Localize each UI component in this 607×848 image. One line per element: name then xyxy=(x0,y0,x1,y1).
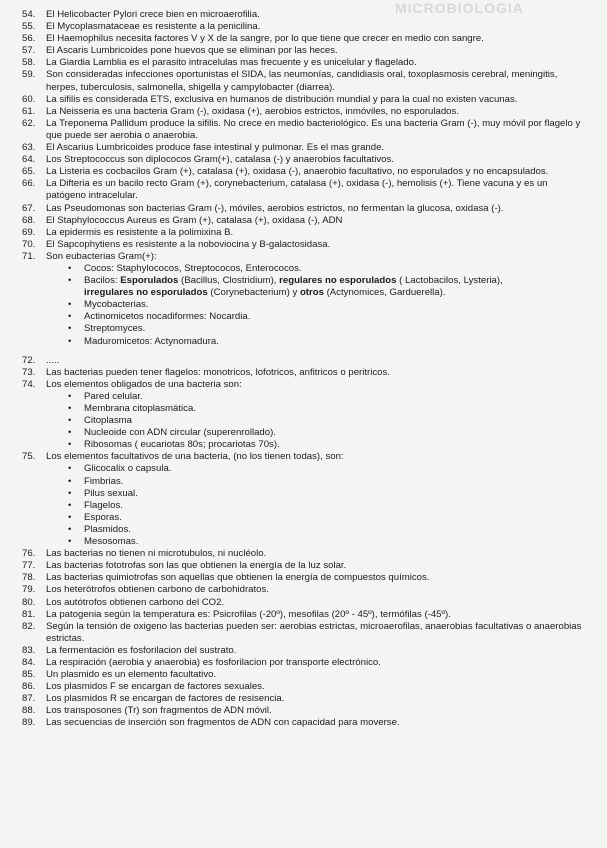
list-item: 56. El Haemophilus necesita factores V y X de la sangre, por lo que tiene que crecer en medio con sangre. xyxy=(22,33,484,45)
list-item: 60. La sifilis es considerada ETS, exclusiva en humanos de distribución mundial y para la cual no existen vacunas. xyxy=(22,93,518,105)
list-item: 59. Son consideradas infecciones oportunistas el SIDA, las neumonías, candidiasis oral, toxoplasmosis cerebral, meningitis, herpes, tuberculosis, salmonella, shigella y campylobacter (diarrea). xyxy=(22,69,558,93)
list-item: 82. Según la tensión de oxigeno las bacterias pueden ser: aerobias estrictas, microaerofilas, anaerobias facultativas o anaerobias estrictas. xyxy=(22,620,582,644)
sub-list xyxy=(22,391,596,451)
sub-item: • Bacilos: Esporulados (Bacillus, Clostridium), regulares no esporulados ( Lactobacilos, Lysteria), irregulares no esporulados (Corynebacterium) y otros (Actynomices, Garduerella). xyxy=(56,275,596,299)
list-item: 79. Los heterótrofos obtienen carbono de carbohidratos. xyxy=(22,584,269,596)
list-item: 66. La Difteria es un bacilo recto Gram (+), corynebacterium, catalasa (+), oxidasa (-), hemolisis (+). Tiene vacuna y es un patógeno intracelular. xyxy=(22,178,548,202)
list-item: 76. Las bacterias no tienen ni microtubulos, ni nucléolo. xyxy=(22,548,267,560)
sub-item: • Ribosomas ( eucariotas 80s; procariotas 70s). xyxy=(56,439,596,451)
list-item: 84. La respiración (aerobia y anaerobia) es fosforilacion por transporte electrónico. xyxy=(22,656,381,668)
sub-item: • Glicocalix o capsula. xyxy=(56,463,596,475)
sub-item: • Actinomicetos nocadiformes: Nocardia. xyxy=(56,311,596,323)
list-item: 72. ..... xyxy=(22,354,60,366)
list-item: 73. Las bacterias pueden tener flagelos: monotricos, lofotricos, anfitricos o peritricos. xyxy=(22,366,390,378)
sub-item: • Esporas. xyxy=(56,512,596,524)
sub-item: • Pared celular. xyxy=(56,391,596,403)
list-item: 58. La Giardia Lamblia es el parasito intracelulas mas frecuente y es unicelular y flagelado. xyxy=(22,57,417,69)
sub-item: • Mycobacterias. xyxy=(56,299,596,311)
sub-item: • Citoplasma xyxy=(56,415,596,427)
list-item: 68. El Staphylococcus Aureus es Gram (+), catalasa (+), oxidasa (-), ADN xyxy=(22,214,343,226)
list-item: 55. El Mycoplasmataceae es resistente a la penicilina. xyxy=(22,21,261,33)
list-item: 69. La epidermis es resistente a la polimixina B. xyxy=(22,226,234,238)
sub-item: • Fimbrias. xyxy=(56,476,596,488)
list-item: 65. La Listeria es cocbacilos Gram (+), catalasa (+), oxidasa (-), anaerobio facultativo, no esporulados y no encapsulados. xyxy=(22,166,549,178)
sub-item: • Cocos: Staphylococos, Streptococos, Enterococos. xyxy=(56,263,596,275)
list-item: 70. El Sapcophytiens es resistente a la noboviocina y B-galactosidasa. xyxy=(22,238,331,250)
list-item: 80. Los autótrofos obtienen carbono del CO2. xyxy=(22,596,225,608)
list-item: 83. La fermentación es fosforilacion del sustrato. xyxy=(22,644,237,656)
numbered-notes-list xyxy=(22,9,596,730)
list-item: 85. Un plasmido es un elemento facultativo. xyxy=(22,669,217,681)
sub-item: • Streptomyces. xyxy=(56,323,596,335)
sub-item: • Flagelos. xyxy=(56,500,596,512)
sub-list xyxy=(22,463,596,548)
sub-list xyxy=(22,263,596,348)
list-item: 77. Las bacterias fototrofas son las que obtienen la energía de la luz solar. xyxy=(22,560,347,572)
list-item: 63. El Ascarius Lumbricoides produce fase intestinal y pulmonar. Es el mas grande. xyxy=(22,142,385,154)
list-item: 81. La patogenia según la temperatura es: Psicrofilas (-20º), mesofilas (20º - 45º), termófilas (-45º). xyxy=(22,608,451,620)
list-item: 74. Los elementos obligados de una bacteria son: xyxy=(22,378,242,390)
sub-item: • Plasmidos. xyxy=(56,524,596,536)
sub-item: • Membrana citoplasmática. xyxy=(56,403,596,415)
list-item: 62. La Treponema Pallidum produce la sifilis. No crece en medio bacteriológico. Es una bacteria Gram (-), muy móvil por flagelo y que puede ser aerobia o anaerobia. xyxy=(22,117,581,141)
list-item: 64. Los Streptococcus son diplococos Gram(+), catalasa (-) y anaerobios facultativos. xyxy=(22,154,394,166)
list-item: 89. Las secuencias de inserción son fragmentos de ADN con capacidad para moverse. xyxy=(22,717,400,729)
sub-item: • Mesosomas. xyxy=(56,536,596,548)
list-item: 87. Los plasmidos R se encargan de factores de resisencia. xyxy=(22,693,285,705)
list-item: 86. Los plasmidos F se encargan de factores sexuales. xyxy=(22,681,265,693)
list-item: 88. Los transposones (Tr) son fragmentos de ADN móvil. xyxy=(22,705,272,717)
bleed-through-heading: MICROBIOLOGIA xyxy=(395,0,524,16)
sub-item: • Maduromicetos: Actynomadura. xyxy=(56,336,596,348)
list-item: 57. El Ascaris Lumbricoides pone huevos que se eliminan por las heces. xyxy=(22,45,338,57)
list-item: 67. Las Pseudomonas son bacterias Gram (-), móviles, aerobios estrictos, no fermentan la glucosa, oxidasa (-). xyxy=(22,202,504,214)
list-item: 78. Las bacterias quimiotrofas son aquellas que obtienen la energía de compuestos químicos. xyxy=(22,572,430,584)
list-item: 71. Son eubacterias Gram(+): xyxy=(22,250,157,262)
list-item: 61. La Neisseria es una bacteria Gram (-), oxidasa (+), aerobios estrictos, inmóviles, no esporulados. xyxy=(22,105,459,117)
sub-item: • Nucleoide con ADN circular (superenrollado). xyxy=(56,427,596,439)
list-item: 75. Los elementos facultativos de una bacteria, (no los tienen todas), son: xyxy=(22,451,344,463)
sub-item: • Pilus sexual. xyxy=(56,488,596,500)
list-item: 54. El Helicobacter Pylori crece bien en microaerofilia. xyxy=(22,9,260,20)
